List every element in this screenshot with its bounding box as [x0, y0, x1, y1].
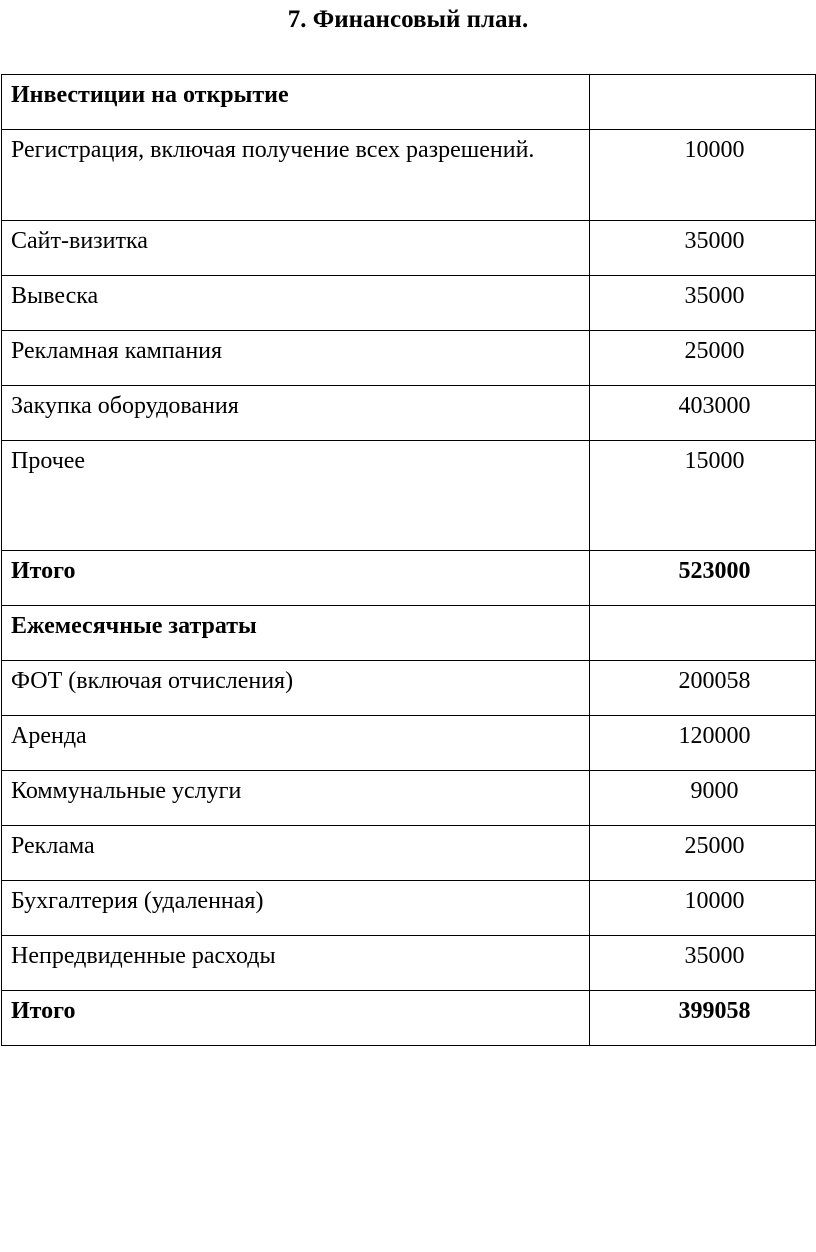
row-value: 25000: [590, 331, 816, 386]
table-row: [2, 221, 816, 276]
row-value: 399058: [590, 991, 816, 1046]
row-label: Итого: [2, 991, 590, 1046]
row-label: Ежемесячные затраты: [2, 606, 590, 661]
table-section-row: [2, 551, 816, 606]
row-label: Рекламная кампания: [2, 331, 590, 386]
row-label: Вывеска: [2, 276, 590, 331]
row-value: 10000: [590, 130, 816, 221]
table-row: [2, 331, 816, 386]
table-row: [2, 386, 816, 441]
row-label: Непредвиденные расходы: [2, 936, 590, 991]
row-value: 120000: [590, 716, 816, 771]
table-section-row: [2, 991, 816, 1046]
row-label: Регистрация, включая получение всех разрешений.: [2, 130, 590, 221]
row-value: 35000: [590, 936, 816, 991]
table-body: [2, 75, 816, 1046]
row-label: Закупка оборудования: [2, 386, 590, 441]
table-section-row: [2, 606, 816, 661]
row-label: Сайт-визитка: [2, 221, 590, 276]
table-row: [2, 441, 816, 551]
row-value: [590, 75, 816, 130]
row-label: Реклама: [2, 826, 590, 881]
row-value: [590, 606, 816, 661]
table-row: [2, 936, 816, 991]
row-label: Инвестиции на открытие: [2, 75, 590, 130]
row-label: ФОТ (включая отчисления): [2, 661, 590, 716]
row-value: 200058: [590, 661, 816, 716]
table-row: [2, 716, 816, 771]
table-row: [2, 881, 816, 936]
table-row: [2, 771, 816, 826]
row-label: Коммунальные услуги: [2, 771, 590, 826]
row-value: 523000: [590, 551, 816, 606]
table-section-row: [2, 75, 816, 130]
table-row: [2, 276, 816, 331]
row-label: Итого: [2, 551, 590, 606]
page-title: 7. Финансовый план.: [287, 6, 529, 33]
row-value: 25000: [590, 826, 816, 881]
row-value: 403000: [590, 386, 816, 441]
row-label: Прочее: [2, 441, 590, 551]
row-label: Аренда: [2, 716, 590, 771]
table-row: [2, 826, 816, 881]
table-row: [2, 130, 816, 221]
financial-plan-table: [1, 74, 816, 1046]
table-row: [2, 661, 816, 716]
row-value: 35000: [590, 221, 816, 276]
row-label: Бухгалтерия (удаленная): [2, 881, 590, 936]
row-value: 9000: [590, 771, 816, 826]
row-value: 35000: [590, 276, 816, 331]
row-value: 10000: [590, 881, 816, 936]
row-value: 15000: [590, 441, 816, 551]
